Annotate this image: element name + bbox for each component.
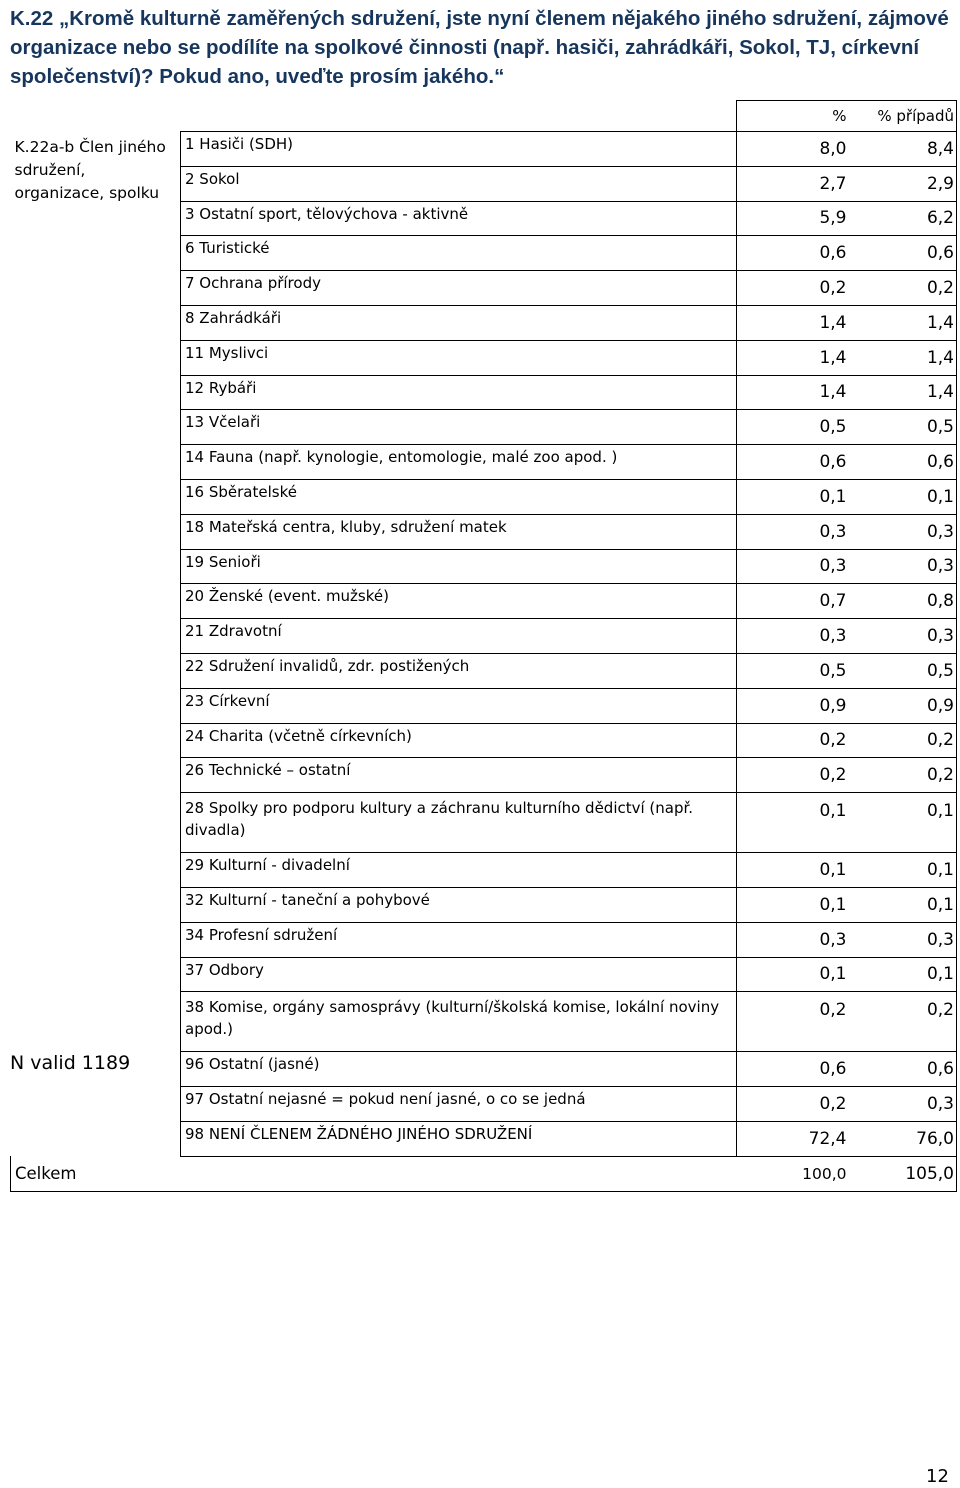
row-cases: 0,9 (849, 688, 957, 723)
row-cases: 0,2 (849, 992, 957, 1052)
row-label: 11 Myslivci (181, 340, 737, 375)
frequency-table (10, 100, 957, 1192)
row-label: 23 Církevní (181, 688, 737, 723)
question-heading: K.22 „Kromě kulturně zaměřených sdružení, jste nyní členem nějakého jiného sdružení, zájmové organizace nebo se podílíte na spolkové činnosti (např. hasiči, zahrádkáři, Sokol, TJ, církevní společenství)? Pokud ano, uveďte prosím jakého.“ (10, 7, 949, 88)
row-label: 32 Kulturní - taneční a pohybové (181, 887, 737, 922)
row-cases: 76,0 (849, 1121, 957, 1156)
row-cases: 0,1 (849, 853, 957, 888)
row-label: 1 Hasiči (SDH) (181, 132, 737, 167)
row-cases: 1,4 (849, 340, 957, 375)
row-label: 29 Kulturní - divadelní (181, 853, 737, 888)
row-cases: 1,4 (849, 305, 957, 340)
row-pct: 0,1 (737, 957, 849, 992)
total-cases: 105,0 (849, 1156, 957, 1191)
row-label: 26 Technické – ostatní (181, 758, 737, 793)
row-pct: 2,7 (737, 166, 849, 201)
row-cases: 0,1 (849, 479, 957, 514)
row-pct: 72,4 (737, 1121, 849, 1156)
row-pct: 0,6 (737, 1052, 849, 1087)
page-number: 12 (926, 1466, 949, 1487)
table-row (11, 132, 957, 167)
row-label: 13 Včelaři (181, 410, 737, 445)
row-cases: 0,1 (849, 793, 957, 853)
table-header-row (11, 101, 957, 132)
row-cases: 0,6 (849, 1052, 957, 1087)
row-label: 37 Odbory (181, 957, 737, 992)
row-pct: 0,1 (737, 887, 849, 922)
row-label: 21 Zdravotní (181, 619, 737, 654)
row-cases: 0,5 (849, 410, 957, 445)
row-cases: 0,2 (849, 723, 957, 758)
row-pct: 0,9 (737, 688, 849, 723)
n-valid: N valid 1189 (10, 1052, 131, 1074)
total-row (11, 1156, 957, 1191)
column-header-pct: % (737, 101, 849, 132)
row-label: 19 Senioři (181, 549, 737, 584)
row-label: 8 Zahrádkáři (181, 305, 737, 340)
variable-label: K.22a-b Člen jiného sdružení, organizace, spolku (11, 132, 181, 1157)
row-pct: 8,0 (737, 132, 849, 167)
row-cases: 0,6 (849, 236, 957, 271)
row-label: 20 Ženské (event. mužské) (181, 584, 737, 619)
row-label: 14 Fauna (např. kynologie, entomologie, malé zoo apod. ) (181, 445, 737, 480)
row-label: 16 Sběratelské (181, 479, 737, 514)
row-pct: 0,6 (737, 236, 849, 271)
row-cases: 0,3 (849, 922, 957, 957)
row-pct: 1,4 (737, 305, 849, 340)
row-cases: 0,8 (849, 584, 957, 619)
row-pct: 0,2 (737, 758, 849, 793)
row-label: 3 Ostatní sport, tělovýchova - aktivně (181, 201, 737, 236)
column-header-cases: % případů (849, 101, 957, 132)
row-cases: 0,3 (849, 549, 957, 584)
row-cases: 0,5 (849, 653, 957, 688)
row-label: 34 Profesní sdružení (181, 922, 737, 957)
row-label: 38 Komise, orgány samosprávy (kulturní/školská komise, lokální noviny apod.) (181, 992, 737, 1052)
row-label: 12 Rybáři (181, 375, 737, 410)
row-label: 24 Charita (včetně církevních) (181, 723, 737, 758)
row-label: 18 Mateřská centra, kluby, sdružení matek (181, 514, 737, 549)
row-pct: 1,4 (737, 375, 849, 410)
row-pct: 0,1 (737, 853, 849, 888)
row-cases: 8,4 (849, 132, 957, 167)
row-cases: 0,2 (849, 271, 957, 306)
row-pct: 0,6 (737, 445, 849, 480)
total-pct: 100,0 (737, 1156, 849, 1191)
row-cases: 0,2 (849, 758, 957, 793)
row-cases: 0,3 (849, 514, 957, 549)
row-cases: 0,3 (849, 1087, 957, 1122)
row-pct: 0,5 (737, 410, 849, 445)
row-pct: 0,3 (737, 549, 849, 584)
row-pct: 0,5 (737, 653, 849, 688)
row-pct: 1,4 (737, 340, 849, 375)
row-cases: 2,9 (849, 166, 957, 201)
row-pct: 0,3 (737, 922, 849, 957)
row-pct: 0,2 (737, 271, 849, 306)
row-label: 28 Spolky pro podporu kultury a záchranu kulturního dědictví (např. divadla) (181, 793, 737, 853)
row-pct: 5,9 (737, 201, 849, 236)
row-label: 2 Sokol (181, 166, 737, 201)
row-cases: 0,3 (849, 619, 957, 654)
row-pct: 0,2 (737, 723, 849, 758)
row-cases: 0,1 (849, 887, 957, 922)
row-pct: 0,3 (737, 619, 849, 654)
row-pct: 0,1 (737, 479, 849, 514)
row-pct: 0,1 (737, 793, 849, 853)
row-label: 96 Ostatní (jasné) (181, 1052, 737, 1087)
row-label: 7 Ochrana přírody (181, 271, 737, 306)
row-pct: 0,3 (737, 514, 849, 549)
row-label: 98 NENÍ ČLENEM ŽÁDNÉHO JINÉHO SDRUŽENÍ (181, 1121, 737, 1156)
row-pct: 0,7 (737, 584, 849, 619)
row-cases: 6,2 (849, 201, 957, 236)
row-label: 6 Turistické (181, 236, 737, 271)
row-cases: 0,6 (849, 445, 957, 480)
row-label: 97 Ostatní nejasné = pokud není jasné, o co se jedná (181, 1087, 737, 1122)
row-pct: 0,2 (737, 1087, 849, 1122)
row-label: 22 Sdružení invalidů, zdr. postižených (181, 653, 737, 688)
row-pct: 0,2 (737, 992, 849, 1052)
row-cases: 0,1 (849, 957, 957, 992)
row-cases: 1,4 (849, 375, 957, 410)
total-label: Celkem (11, 1156, 737, 1191)
